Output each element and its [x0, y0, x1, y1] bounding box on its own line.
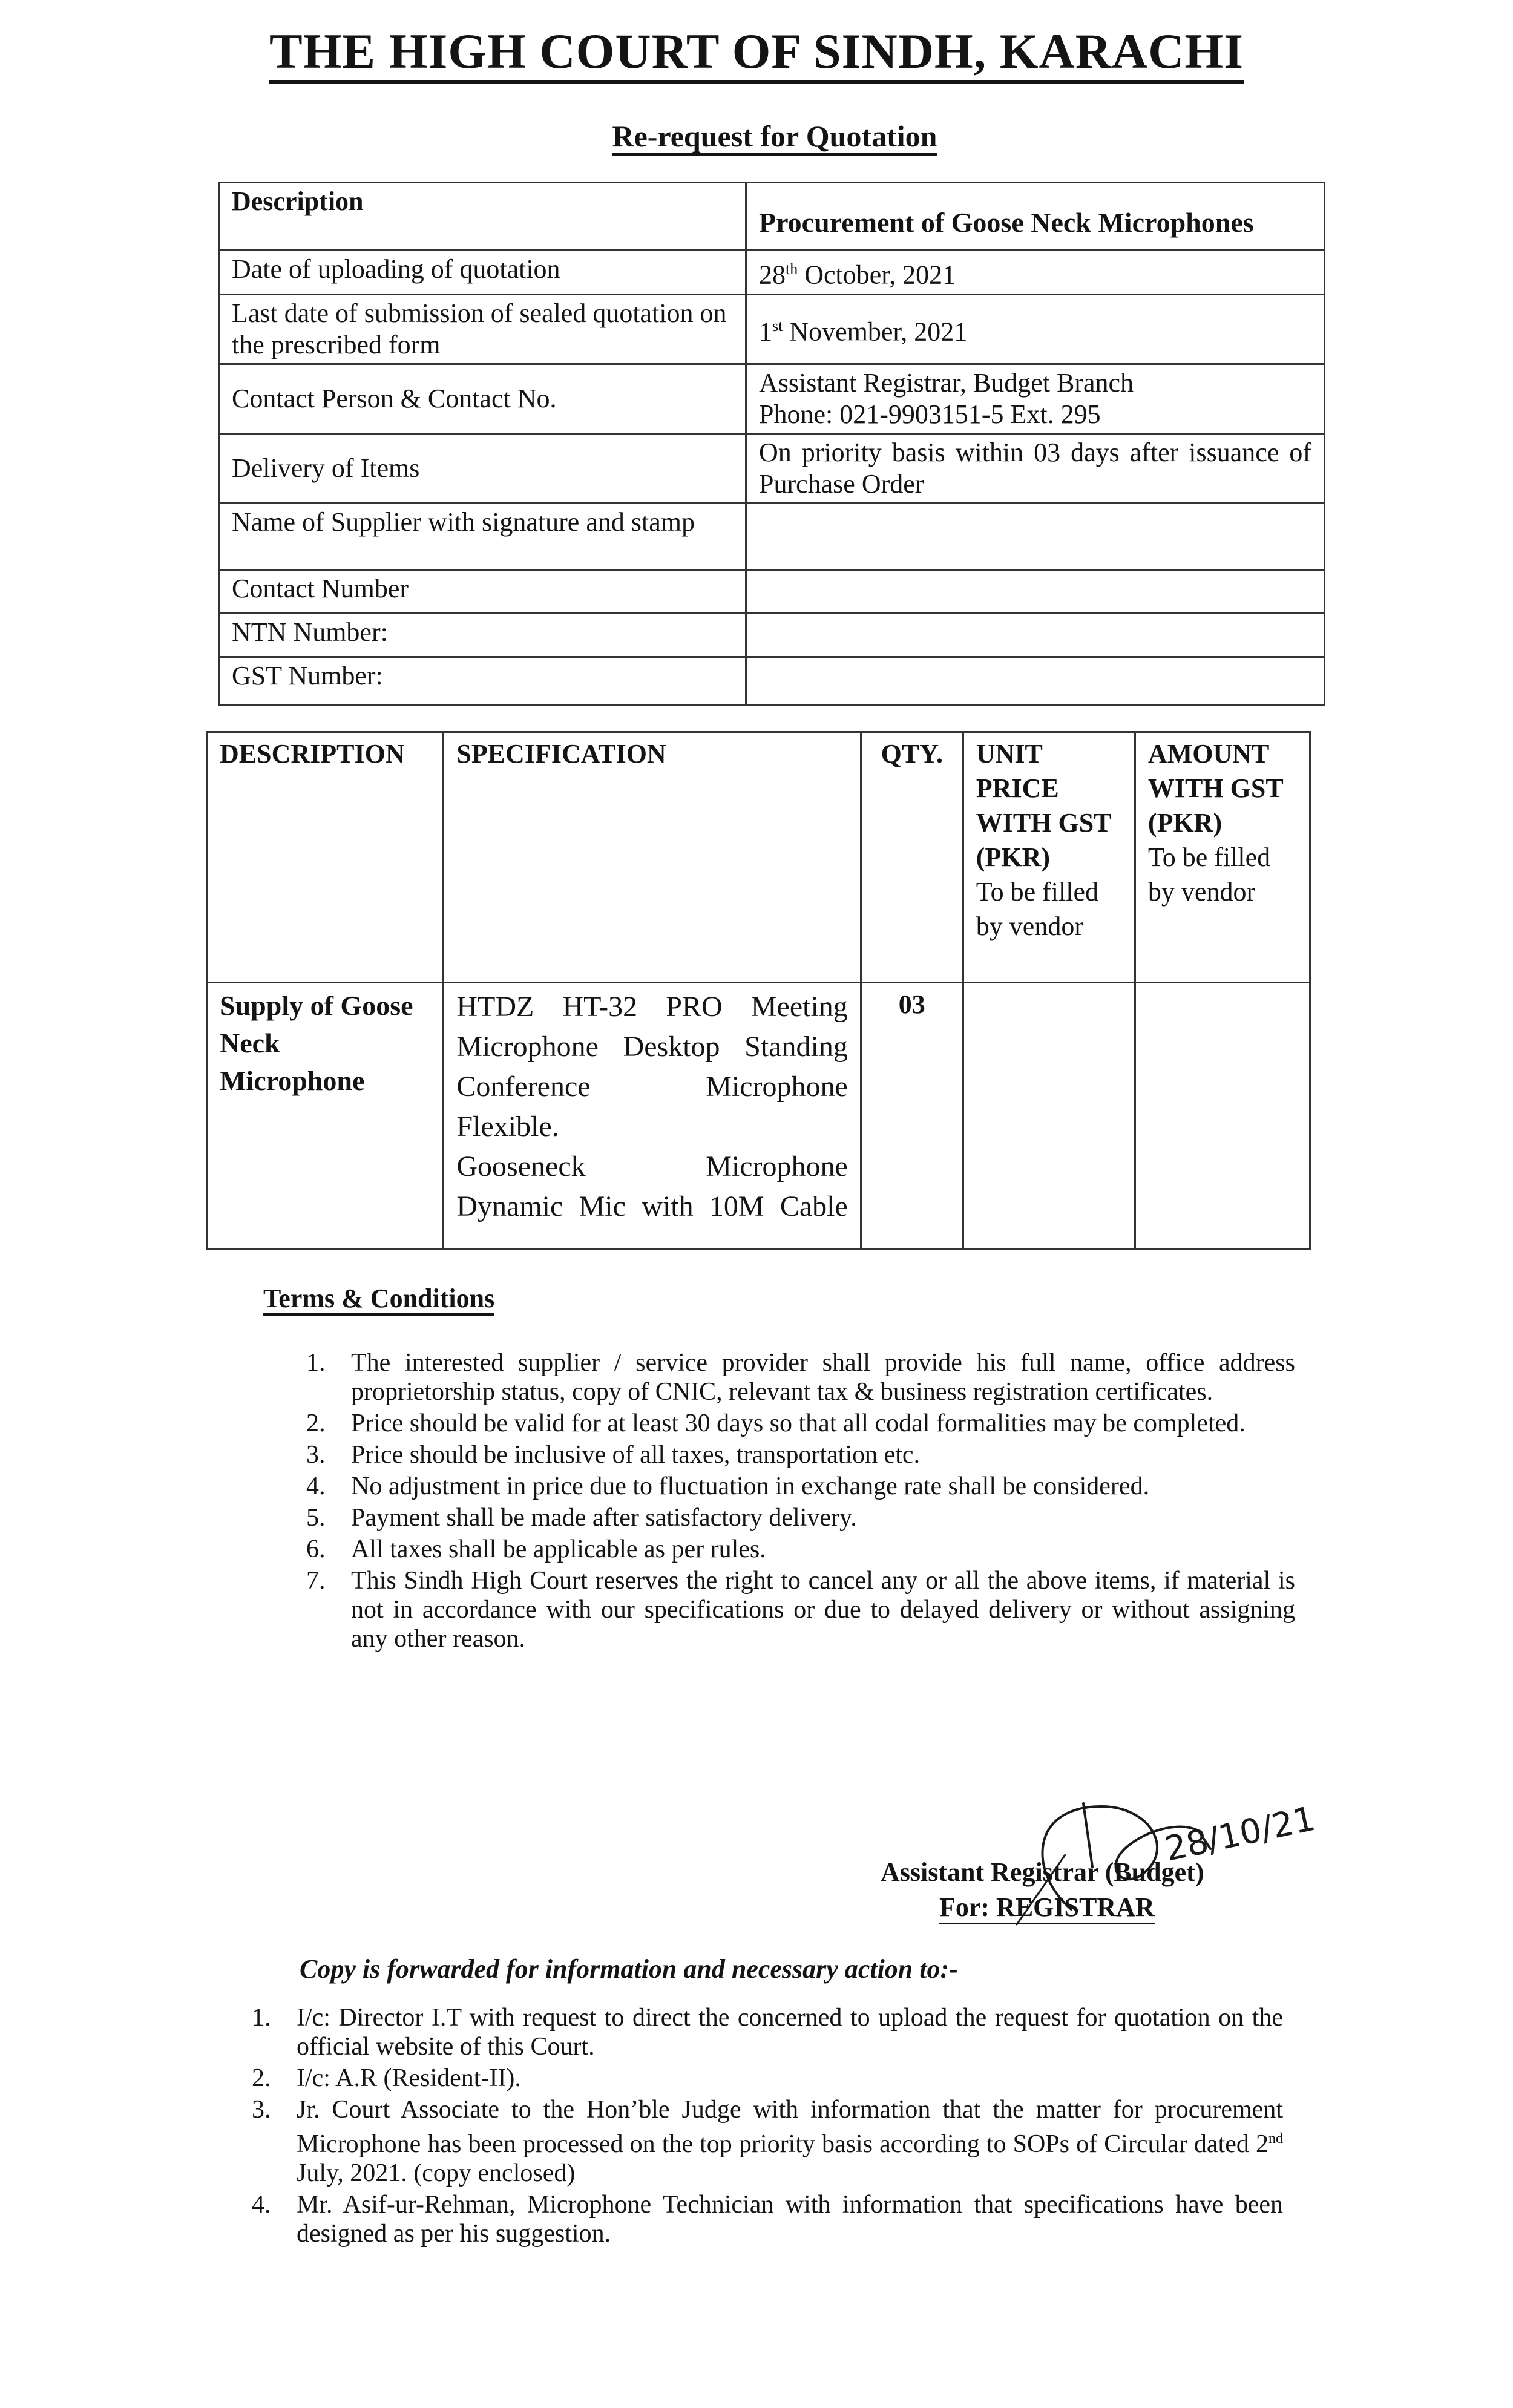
info-value-empty: [746, 613, 1325, 657]
info-value-empty: [746, 569, 1325, 613]
copy-list: [252, 2003, 1283, 2251]
items-header-row: [207, 732, 1310, 983]
header-description: DESCRIPTION: [207, 732, 444, 983]
list-item: 4. Mr. Asif-ur-Rehman, Microphone Technician with information that specifications have been designed as per his suggestion.: [252, 2191, 1283, 2248]
item-specification: HTDZ HT-32 PRO Meeting Microphone Desktop Standing Conference Microphone Flexible. Gooseneck Microphone Dynamic Mic with 10M Cable: [444, 983, 861, 1249]
info-value: Assistant Registrar, Budget Branch Phone: 021-9903151-5 Ext. 295: [746, 364, 1325, 433]
info-label: Name of Supplier with signature and stamp: [219, 503, 746, 569]
list-item: 3. Price should be inclusive of all taxes, transportation etc.: [306, 1441, 921, 1469]
info-label: Last date of submission of sealed quotation on the prescribed form: [219, 294, 746, 364]
terms-heading: Terms & Conditions: [263, 1283, 494, 1314]
info-row-contact-person: [219, 364, 1325, 433]
info-row-contact-number: [219, 569, 1325, 613]
copy-heading: Copy is forwarded for information and necessary action to:-: [300, 1954, 958, 1984]
info-label: Description: [219, 183, 746, 251]
items-table: [206, 731, 1311, 1250]
list-item: 5. Payment shall be made after satisfactory delivery.: [306, 1504, 857, 1532]
item-unit-price: [963, 983, 1135, 1249]
info-row-delivery: [219, 433, 1325, 503]
info-row-last-date: [219, 294, 1325, 364]
page-title: THE HIGH COURT OF SINDH, KARACHI: [0, 23, 1513, 80]
info-label: NTN Number:: [219, 613, 746, 657]
list-item: 1. I/c: Director I.T with request to direct the concerned to upload the request for quotation on the official website of this Court.: [252, 2004, 1283, 2061]
info-value: 1st November, 2021: [746, 294, 1325, 364]
list-item: 2. Price should be valid for at least 30 days so that all codal formalities may be completed.: [306, 1409, 1246, 1437]
list-item: 7. This Sindh High Court reserves the right to cancel any or all the above items, if material is not in accordance with our specifications or due to delayed delivery or without assigning any other reason.: [306, 1567, 1295, 1653]
item-description: Supply of Goose Neck Microphone: [207, 983, 444, 1249]
list-item: 6. All taxes shall be applicable as per rules.: [306, 1535, 766, 1563]
info-row-ntn: [219, 613, 1325, 657]
info-label: GST Number:: [219, 657, 746, 705]
signature-for: For: REGISTRAR: [939, 1892, 1155, 1924]
signature-title: Assistant Registrar (Budget): [881, 1857, 1204, 1887]
info-value: 28th October, 2021: [746, 251, 1325, 295]
handwritten-date: 28/10/21: [1161, 1799, 1319, 1869]
list-item: 1. The interested supplier / service provider shall provide his full name, office address proprietorship status, copy of CNIC, relevant tax & business registration certificates.: [306, 1349, 1295, 1406]
header-specification: SPECIFICATION: [444, 732, 861, 983]
list-item: 3. Jr. Court Associate to the Hon’ble Judge with information that the matter for procurement Microphone has been processed on the top priority basis according to SOPs of Circular dated 2nd July, 2021. (copy enclosed): [252, 2096, 1283, 2187]
info-value-empty: [746, 503, 1325, 569]
info-row-supplier-name: [219, 503, 1325, 569]
table-row: [207, 983, 1310, 1249]
item-amount: [1135, 983, 1310, 1249]
info-row-description: [219, 183, 1325, 251]
terms-list: [306, 1348, 1295, 1656]
info-label: Contact Person & Contact No.: [219, 364, 746, 433]
header-qty: QTY.: [861, 732, 963, 983]
list-item: 2. I/c: A.R (Resident-II).: [252, 2064, 521, 2092]
header-amount: AMOUNT WITH GST (PKR) To be filled by vendor: [1135, 732, 1310, 983]
info-row-upload-date: [219, 251, 1325, 295]
info-label: Date of uploading of quotation: [219, 251, 746, 295]
info-value: On priority basis within 03 days after issuance of Purchase Order: [746, 433, 1325, 503]
info-row-gst: [219, 657, 1325, 705]
info-label: Delivery of Items: [219, 433, 746, 503]
item-qty: 03: [861, 983, 963, 1249]
info-value: Procurement of Goose Neck Microphones: [746, 183, 1325, 251]
info-value-empty: [746, 657, 1325, 705]
info-label: Contact Number: [219, 569, 746, 613]
list-item: 4. No adjustment in price due to fluctuation in exchange rate shall be considered.: [306, 1472, 1150, 1500]
header-unit-price: UNIT PRICE WITH GST (PKR) To be filled by vendor: [963, 732, 1135, 983]
page-subtitle: Re-request for Quotation: [0, 119, 1513, 154]
quotation-info-table: [218, 182, 1325, 706]
